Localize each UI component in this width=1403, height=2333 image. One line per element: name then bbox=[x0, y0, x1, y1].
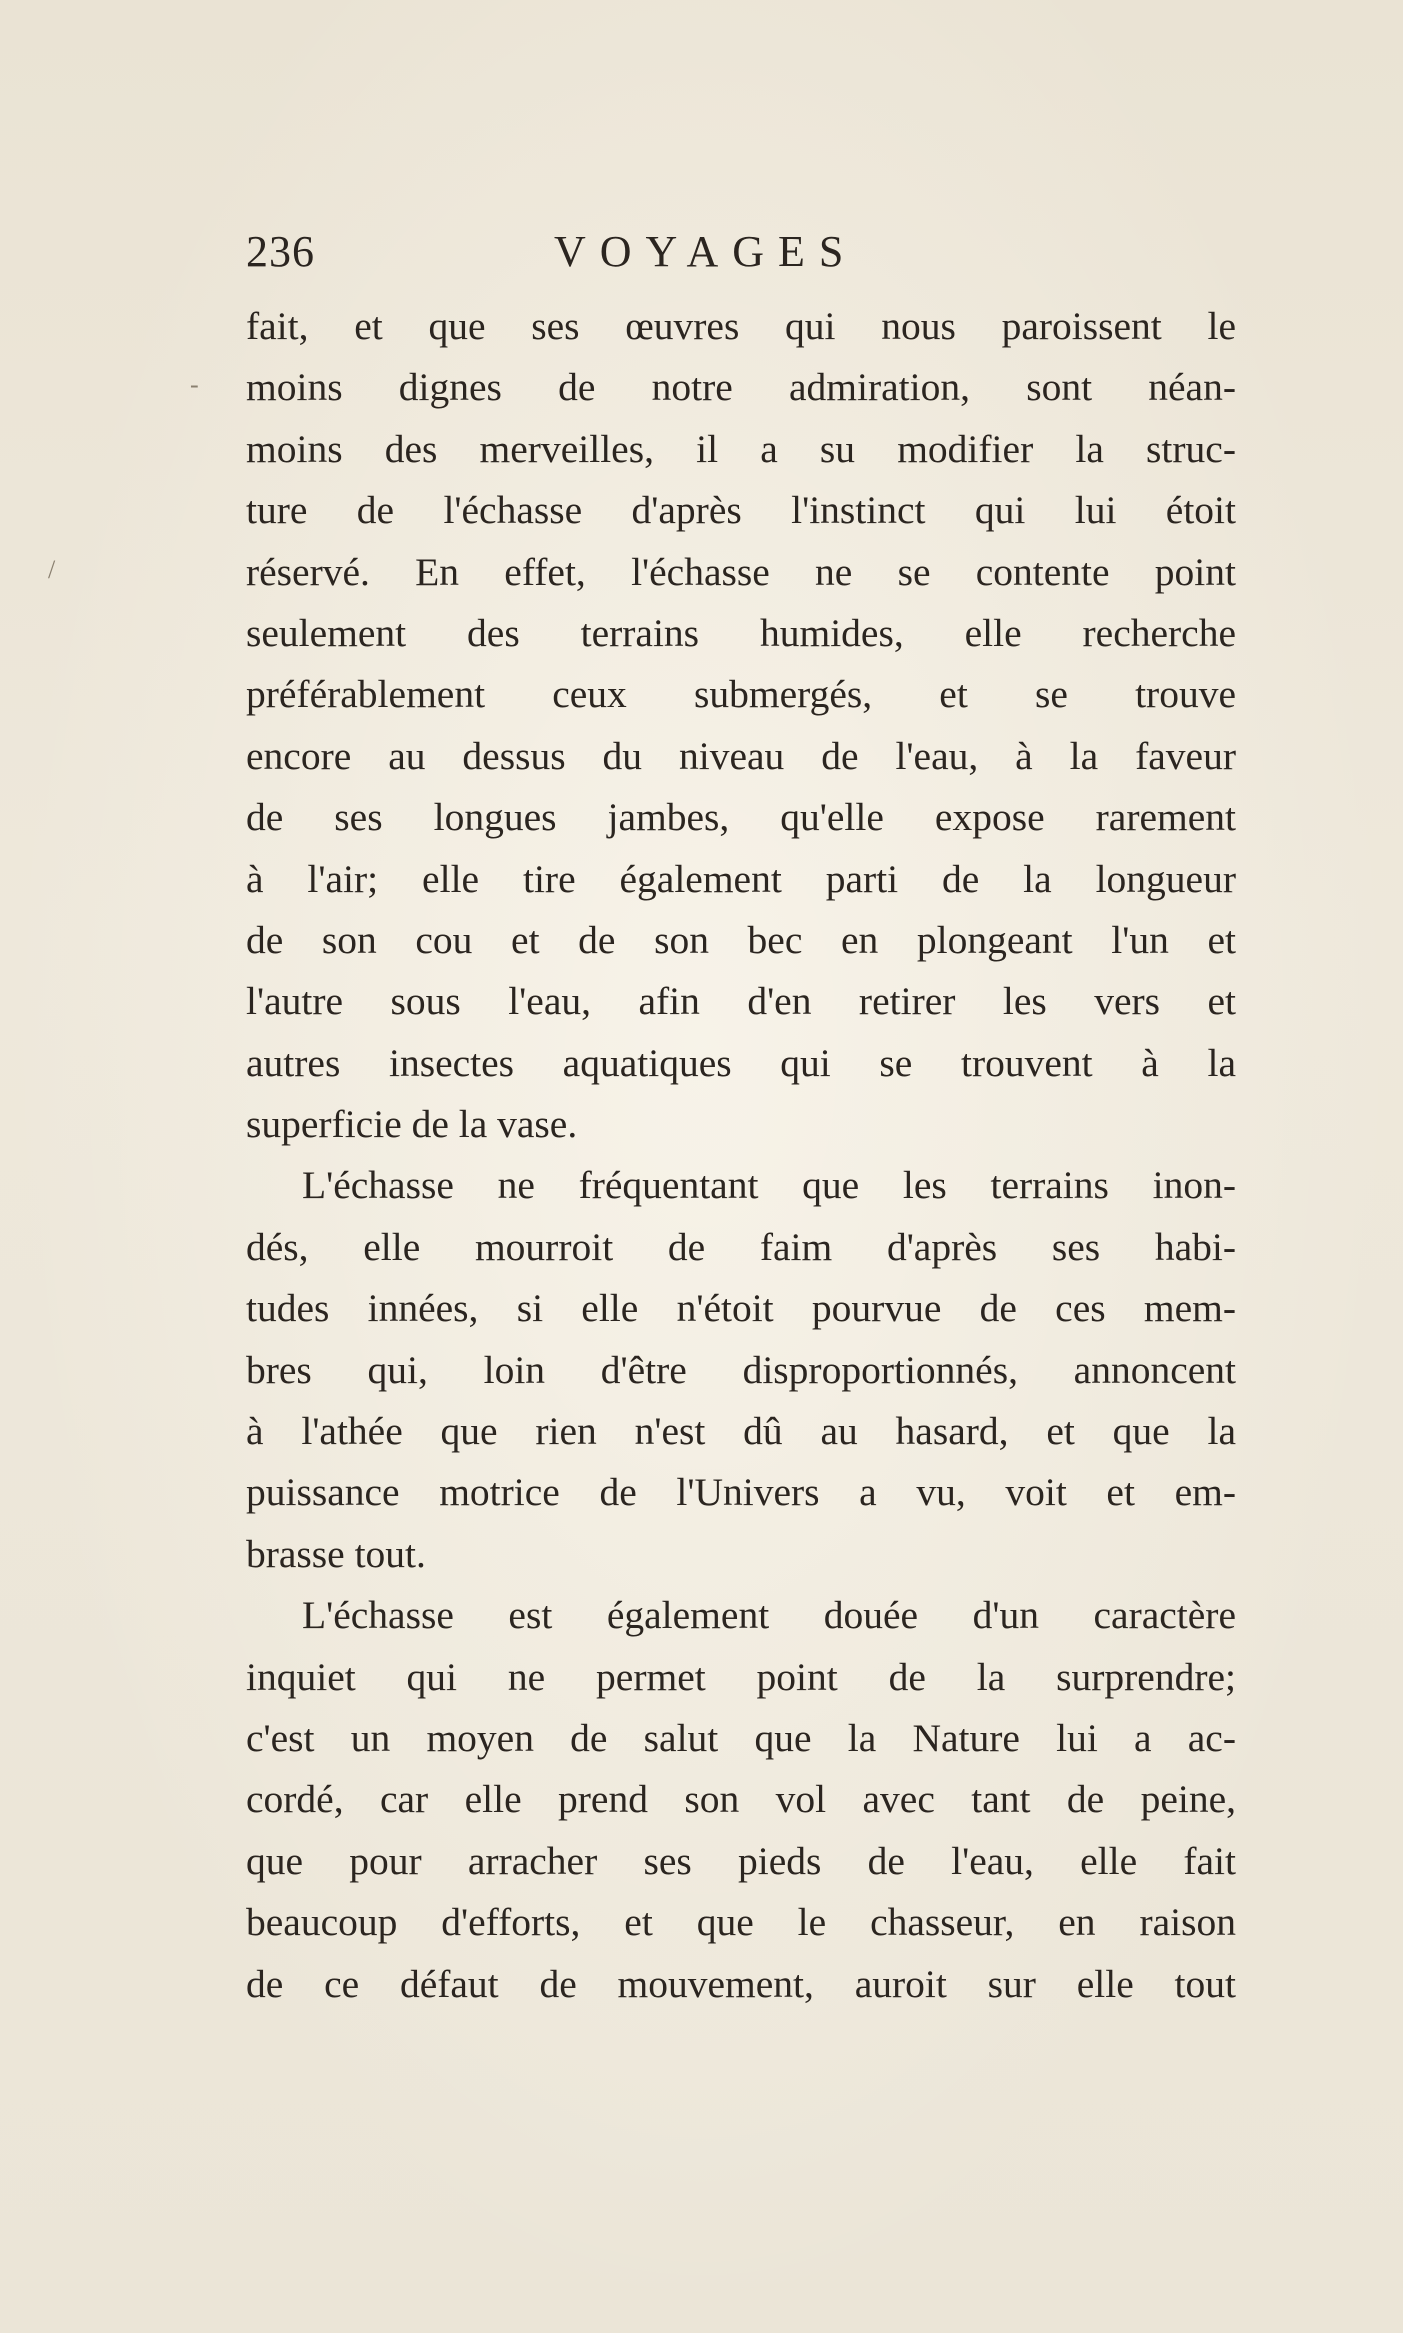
text-line: ture de l'échasse d'après l'instinct qui lui étoit bbox=[246, 488, 1236, 533]
text-line: préférablement ceux submergés, et se trouve bbox=[246, 672, 1236, 717]
body-text bbox=[246, 296, 1236, 2015]
text-line: inquiet qui ne permet point de la surprendre; bbox=[246, 1654, 1236, 1699]
text-line: encore au dessus du niveau de l'eau, à la faveur bbox=[246, 733, 1236, 778]
page-number: 236 bbox=[246, 227, 315, 276]
text-line: c'est un moyen de salut que la Nature lui a ac- bbox=[246, 1715, 1236, 1760]
margin-mark: - bbox=[190, 370, 199, 399]
text-line: de ce défaut de mouvement, auroit sur elle tout bbox=[246, 1961, 1236, 2006]
text-line: bres qui, loin d'être disproportionnés, annoncent bbox=[246, 1347, 1236, 1392]
text-line: réservé. En effet, l'échasse ne se contente point bbox=[246, 549, 1236, 594]
text-line: à l'athée que rien n'est dû au hasard, et que la bbox=[246, 1409, 1236, 1454]
text-line: moins dignes de notre admiration, sont néan- bbox=[246, 365, 1236, 410]
running-head bbox=[246, 222, 1236, 282]
text-line: puissance motrice de l'Univers a vu, voit et em- bbox=[246, 1470, 1236, 1515]
text-line: de son cou et de son bec en plongeant l'un et bbox=[246, 917, 1236, 962]
text-line: dés, elle mourroit de faim d'après ses habi- bbox=[246, 1224, 1236, 1269]
text-line: à l'air; elle tire également parti de la longueur bbox=[246, 856, 1236, 901]
text-line: tudes innées, si elle n'étoit pourvue de ces mem- bbox=[246, 1286, 1236, 1331]
text-line: de ses longues jambes, qu'elle expose rarement bbox=[246, 795, 1236, 840]
text-line: L'échasse est également douée d'un caractère bbox=[302, 1593, 1236, 1638]
text-line: seulement des terrains humides, elle recherche bbox=[246, 610, 1236, 655]
text-line: brasse tout. bbox=[246, 1531, 426, 1576]
text-line: L'échasse ne fréquentant que les terrains inon- bbox=[302, 1163, 1236, 1208]
margin-mark: / bbox=[48, 555, 56, 584]
text-line: fait, et que ses œuvres qui nous paroissent le bbox=[246, 304, 1236, 348]
running-title: VOYAGES bbox=[554, 227, 858, 276]
text-line: superficie de la vase. bbox=[246, 1102, 578, 1147]
text-line: que pour arracher ses pieds de l'eau, elle fait bbox=[246, 1838, 1236, 1883]
text-line: moins des merveilles, il a su modifier la struc- bbox=[246, 426, 1236, 471]
text-line: l'autre sous l'eau, afin d'en retirer les vers et bbox=[246, 979, 1236, 1024]
text-line: beaucoup d'efforts, et que le chasseur, en raison bbox=[246, 1900, 1236, 1945]
text-line: cordé, car elle prend son vol avec tant de peine, bbox=[246, 1777, 1236, 1822]
text-line: autres insectes aquatiques qui se trouvent à la bbox=[246, 1040, 1236, 1085]
